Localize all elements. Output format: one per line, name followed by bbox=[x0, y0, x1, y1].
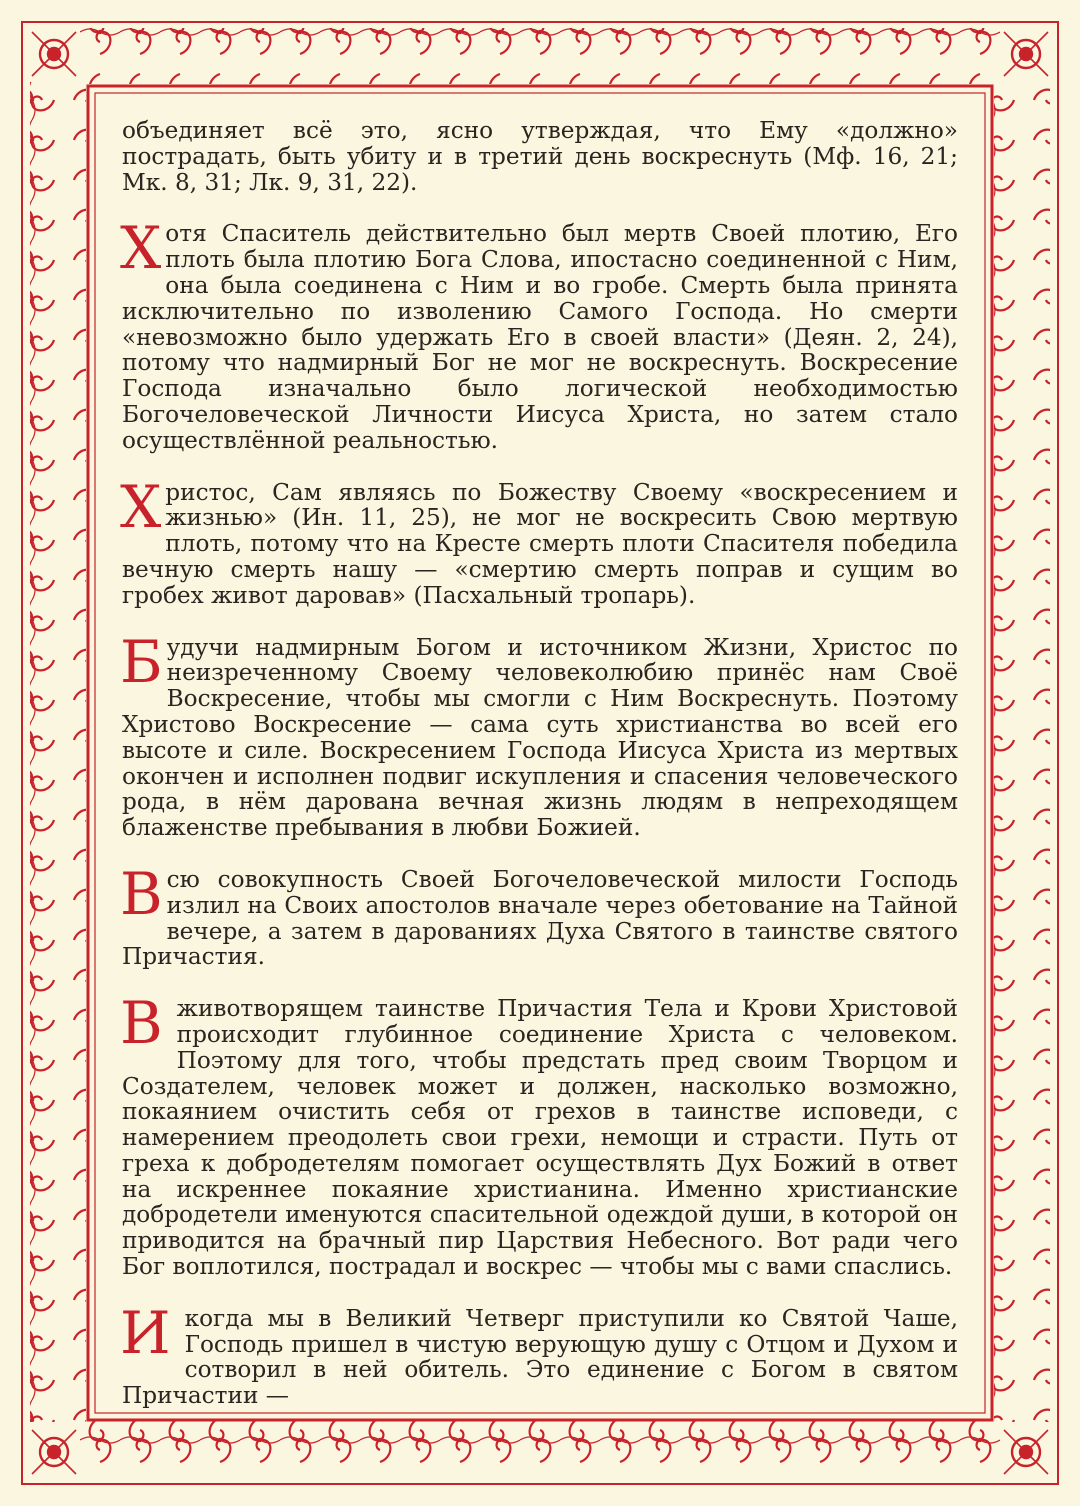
paragraph-5 bbox=[120, 859, 958, 971]
dropcap-letter: Х bbox=[120, 214, 162, 283]
paragraph-5-text: сю совокупность Своей Богочеловеческой милости Господь излил на Своих апостолов вначале через обетование на Тайной вечере, а затем в дарованиях Духа Святого в таинстве святого Причастия. bbox=[122, 865, 958, 971]
paragraph-1-text: объединяет всё это, ясно утверждая, что Ему «должно» пострадать, быть убиту и в третий день воскреснуть (Мф. 16, 21; Мк. 8, 31; Лк. 9, 31, 22). bbox=[122, 117, 958, 196]
dropcap-letter: И bbox=[120, 1298, 171, 1367]
paragraph-7-text: когда мы в Великий Четверг приступили ко Святой Чаше, Господь пришел в чистую верующую душу с Отцом и Духом и сотворил в ней обитель. Это единение с Богом в святом Причастии — bbox=[122, 1304, 958, 1410]
paragraph-6 bbox=[120, 989, 958, 1281]
paragraph-6-text: животворящем таинстве Причастия Тела и Крови Христовой происходит глубинное соединение Христа с человеком. Поэтому для того, чтобы предстать пред своим Творцом и Создателем, человек может и должен, насколько возможно, покаянием очистить себя от грехов в таинстве исповеди, с намерением преодолеть свои грехи, немощи и страсти. Путь от греха к добродетелям помогает осуществлять Дух Божий в ответ на искреннее покаяние христианина. Именно христианские добродетели именуются спасительной одеждой души, в которой он приводится на брачный пир Царствия Небесного. Вот ради чего Бог воплотился, пострадал и воскрес — чтобы мы с вами спаслись. bbox=[122, 995, 958, 1281]
text-column bbox=[120, 117, 958, 1410]
paragraph-1 bbox=[122, 118, 958, 195]
dropcap-letter: В bbox=[120, 989, 163, 1058]
paragraph-2-text: отя Спаситель действительно был мертв Своей плотию, Его плоть была плотию Бога Слова, ипостасно соединенной с Ним, она была соединена с Ним и во гробе. Смерть была принята исключительно по изволению Самого Господа. Но смерти «невозможно было удержать Его в своей власти» (Деян. 2, 24), потому что надмирный Бог не мог не воскреснуть. Воскресение Господа изначально было логической необходимостью Богочеловеческой Личности Иисуса Христа, но затем стало осуществлённой реальностью. bbox=[122, 220, 958, 454]
paragraph-4-text: удучи надмирным Богом и источником Жизни, Христос по неизреченному Своему человеколюбию принёс нам Своё Воскресение, чтобы мы смогли с Ним Воскреснуть. Поэтому Христово Воскресение — сама суть христианства во всей его высоте и силе. Воскресением Господа Иисуса Христа из мертвых окончен и исполнен подвиг искупления и спасения человеческого рода, в нём дарована вечная жизнь людям в непреходящем блаженстве пребывания в любви Божией. bbox=[122, 633, 958, 842]
paragraph-4 bbox=[120, 627, 958, 842]
dropcap-letter: Б bbox=[120, 627, 163, 696]
dropcap-letter: Х bbox=[120, 472, 162, 541]
paragraph-3-text: ристос, Сам являясь по Божеству Своему «воскресением и жизнью» (Ин. 11, 25), не мог не воскресить Свою мертвую плоть, потому что на Кресте смерть плоти Спасителя победила вечную смерть нашу — «смертию смерть поправ и сущим во гробех живот даровав» (Пасхальный тропарь). bbox=[122, 478, 958, 609]
paragraph-2 bbox=[120, 214, 958, 454]
dropcap-letter: В bbox=[120, 859, 163, 928]
paragraph-3 bbox=[120, 472, 958, 609]
paragraph-7 bbox=[120, 1298, 958, 1410]
